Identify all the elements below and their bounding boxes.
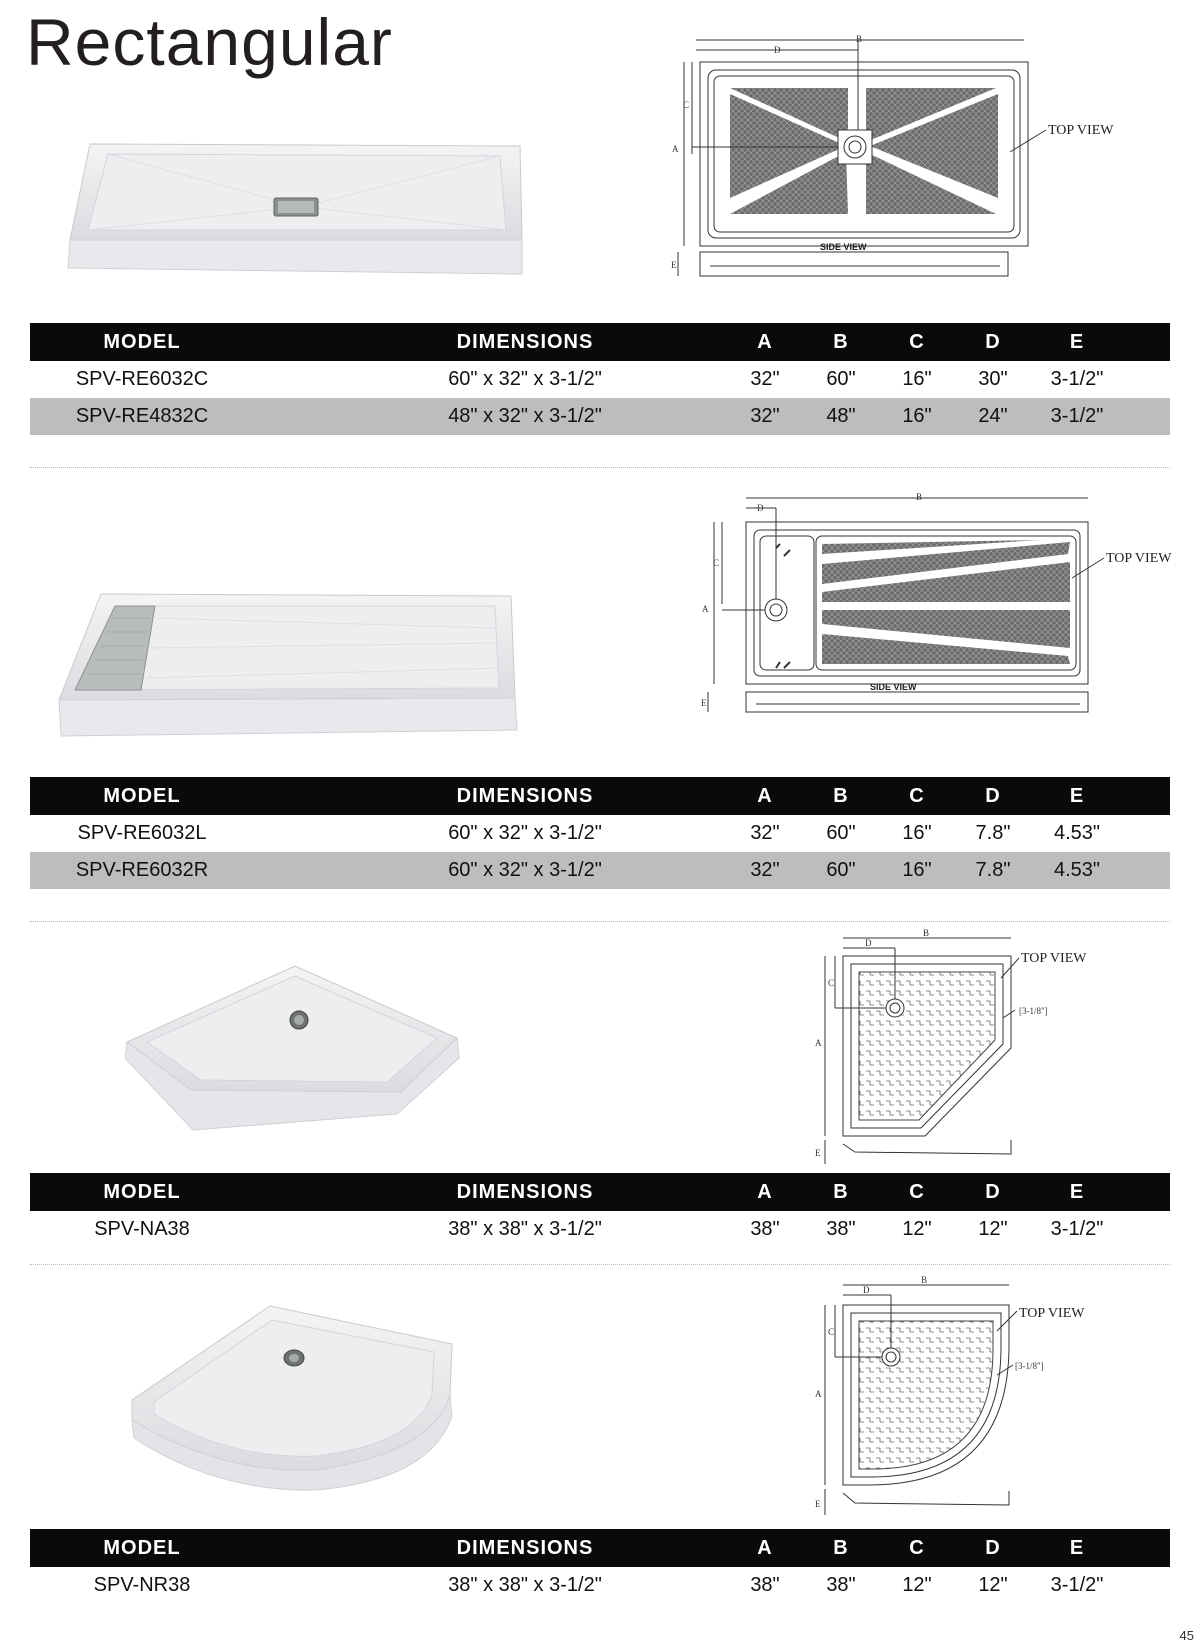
side-view-label: SIDE VIEW: [820, 242, 867, 252]
col-header-model: MODEL: [103, 330, 181, 353]
col-header-d: D: [985, 784, 1001, 807]
col-header-e: E: [1069, 330, 1085, 353]
e-cell: 3-1/2": [1050, 368, 1104, 390]
e-cell: 3-1/2": [1050, 405, 1104, 427]
dim-label-e: E: [671, 260, 677, 270]
col-header-dimensions: DIMENSIONS: [456, 1180, 594, 1203]
col-header-a: A: [757, 784, 773, 807]
e-cell: 3-1/2": [1050, 1574, 1104, 1596]
col-header-d: D: [985, 1536, 1001, 1559]
model-cell: SPV-NR38: [93, 1574, 191, 1596]
a-cell: 32": [750, 405, 780, 427]
dim-label-e: E: [815, 1499, 821, 1509]
table-row: [30, 1567, 1170, 1604]
dim-label-d: D: [865, 938, 872, 948]
col-header-c: C: [909, 784, 925, 807]
section-divider: [30, 1264, 1170, 1265]
dim-label-e: E: [815, 1148, 821, 1158]
dimensions-cell: 60" x 32" x 3-1/2": [448, 859, 602, 881]
neo-round-tray-drawing: [815, 1275, 1115, 1530]
neo-round-tray-photo: [130, 1304, 460, 1494]
col-header-b: B: [833, 330, 849, 353]
a-cell: 32": [750, 368, 780, 390]
c-cell: 16": [902, 822, 932, 844]
spec-table-4: [30, 1529, 1170, 1604]
model-cell: SPV-RE4832C: [75, 405, 209, 427]
dimensions-cell: 38" x 38" x 3-1/2": [448, 1218, 602, 1240]
d-cell: 30": [978, 368, 1008, 390]
dim-label-c: C: [828, 1327, 835, 1337]
dim-label-d: D: [757, 503, 764, 513]
col-header-e: E: [1069, 1180, 1085, 1203]
e-cell: 4.53": [1053, 859, 1101, 881]
col-header-c: C: [909, 1536, 925, 1559]
d-cell: 24": [978, 405, 1008, 427]
col-header-b: B: [833, 1536, 849, 1559]
dim-label-c: C: [683, 100, 690, 110]
spec-table-header: [30, 1529, 1170, 1567]
section-divider: [30, 921, 1170, 922]
dim-label-a: A: [815, 1389, 822, 1399]
c-cell: 16": [902, 368, 932, 390]
col-header-a: A: [757, 1180, 773, 1203]
col-header-d: D: [985, 1180, 1001, 1203]
col-header-c: C: [909, 1180, 925, 1203]
b-cell: 60": [826, 368, 856, 390]
e-cell: 3-1/2": [1050, 1218, 1104, 1240]
col-header-a: A: [757, 330, 773, 353]
model-cell: SPV-NA38: [94, 1218, 190, 1240]
d-cell: 7.8": [975, 859, 1011, 881]
c-cell: 12": [902, 1574, 932, 1596]
dim-label-b: B: [856, 34, 863, 44]
dimensions-cell: 60" x 32" x 3-1/2": [448, 368, 602, 390]
dim-label-c: C: [828, 978, 835, 988]
top-view-label: TOP VIEW: [1048, 123, 1114, 138]
col-header-e: E: [1069, 784, 1085, 807]
top-view-label: TOP VIEW: [1106, 551, 1172, 566]
d-cell: 7.8": [975, 822, 1011, 844]
b-cell: 38": [826, 1574, 856, 1596]
col-header-dimensions: DIMENSIONS: [456, 1536, 594, 1559]
col-header-dimensions: DIMENSIONS: [456, 330, 594, 353]
top-view-label: TOP VIEW: [1021, 951, 1087, 966]
neo-angle-tray-drawing: [815, 928, 1115, 1173]
neo-angle-tray-photo: [125, 962, 465, 1132]
dimensions-cell: 60" x 32" x 3-1/2": [448, 822, 602, 844]
dim-label-d: D: [774, 45, 781, 55]
col-header-model: MODEL: [103, 784, 181, 807]
section-divider: [30, 467, 1170, 468]
side-drain-tray-drawing: [700, 488, 1200, 748]
col-header-model: MODEL: [103, 1180, 181, 1203]
col-header-d: D: [985, 330, 1001, 353]
d-cell: 12": [978, 1574, 1008, 1596]
b-cell: 48": [826, 405, 856, 427]
col-header-c: C: [909, 330, 925, 353]
a-cell: 38": [750, 1574, 780, 1596]
dim-label-a: A: [672, 144, 679, 154]
table-row: [30, 1211, 1170, 1248]
c-cell: 12": [902, 1218, 932, 1240]
page-title: Rectangular: [26, 5, 393, 79]
dim-label-b: B: [921, 1275, 928, 1285]
e-cell: 4.53": [1053, 822, 1101, 844]
model-cell: SPV-RE6032C: [75, 368, 209, 390]
model-cell: SPV-RE6032L: [77, 822, 207, 844]
table-row: [30, 815, 1170, 852]
side-drain-tray-photo: [55, 588, 525, 738]
table-row: [30, 852, 1170, 889]
table-row: [30, 398, 1170, 435]
dim-label-e: E: [701, 698, 707, 708]
dim-label-d: D: [863, 1285, 870, 1295]
dim-label-b: B: [923, 928, 930, 938]
page-number: 45: [1179, 1628, 1194, 1640]
dimensions-cell: 48" x 32" x 3-1/2": [448, 405, 602, 427]
col-header-model: MODEL: [103, 1536, 181, 1559]
model-cell: SPV-RE6032R: [75, 859, 209, 881]
a-cell: 32": [750, 822, 780, 844]
b-cell: 38": [826, 1218, 856, 1240]
spec-table-header: [30, 323, 1170, 361]
dimensions-cell: 38" x 38" x 3-1/2": [448, 1574, 602, 1596]
dim-label-c: C: [713, 558, 720, 568]
a-cell: 38": [750, 1218, 780, 1240]
col-header-dimensions: DIMENSIONS: [456, 784, 594, 807]
dim-label-b: B: [916, 492, 923, 502]
a-cell: 32": [750, 859, 780, 881]
table-row: [30, 361, 1170, 398]
dim-label-a: A: [702, 604, 709, 614]
col-header-b: B: [833, 1180, 849, 1203]
center-drain-tray-photo: [60, 138, 530, 288]
d-cell: 12": [978, 1218, 1008, 1240]
flange-label: [3-1/8"]: [1015, 1361, 1044, 1371]
col-header-e: E: [1069, 1536, 1085, 1559]
b-cell: 60": [826, 859, 856, 881]
col-header-a: A: [757, 1536, 773, 1559]
side-view-label: SIDE VIEW: [870, 682, 917, 692]
top-view-label: TOP VIEW: [1019, 1306, 1085, 1321]
c-cell: 16": [902, 405, 932, 427]
col-header-b: B: [833, 784, 849, 807]
spec-table-header: [30, 777, 1170, 815]
spec-table-header: [30, 1173, 1170, 1211]
spec-table-2: [30, 777, 1170, 889]
flange-label: [3-1/8"]: [1019, 1006, 1048, 1016]
b-cell: 60": [826, 822, 856, 844]
spec-table-3: [30, 1173, 1170, 1248]
center-drain-tray-drawing: [670, 30, 1190, 295]
dim-label-a: A: [815, 1038, 822, 1048]
spec-table-1: [30, 323, 1170, 435]
c-cell: 16": [902, 859, 932, 881]
